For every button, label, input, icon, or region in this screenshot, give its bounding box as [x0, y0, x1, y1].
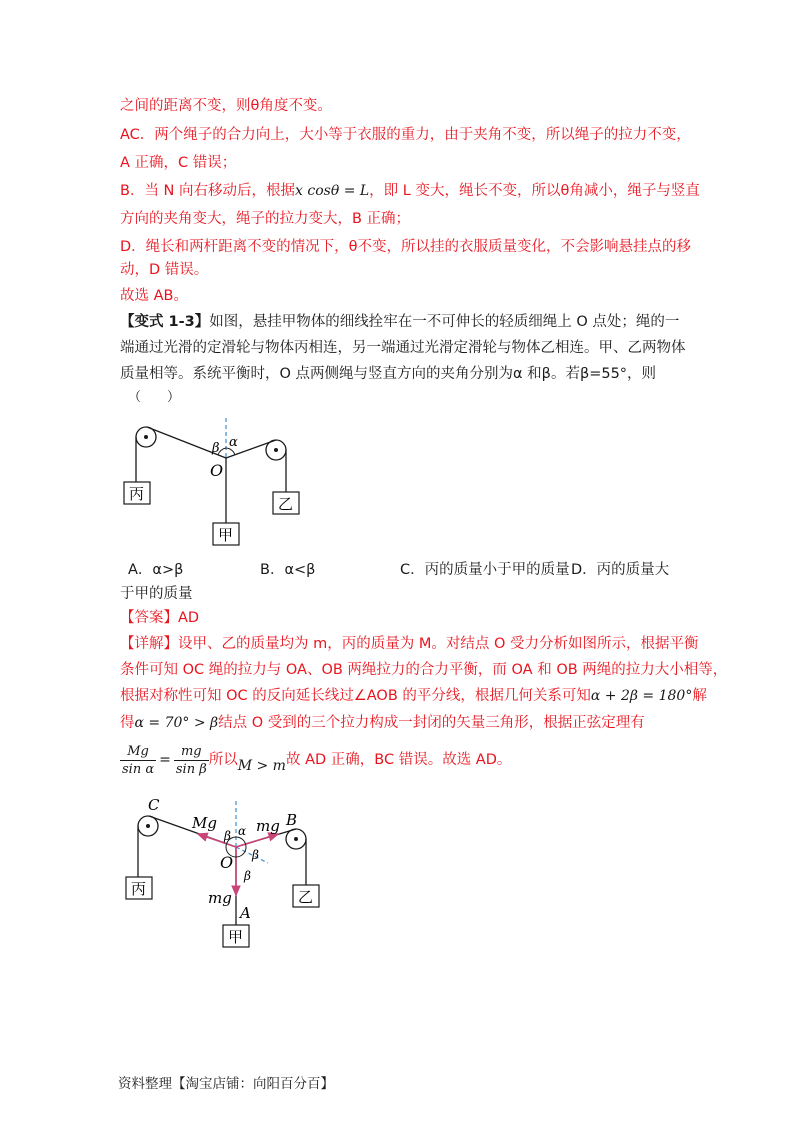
label-jia: 甲	[228, 928, 244, 946]
label-alpha: α	[229, 435, 238, 450]
explain-line-2: 条件可知 OC 绳的拉力与 OA、OB 两绳拉力的合力平衡，而 OA 和 OB 两绳的拉力大小相等，	[120, 662, 728, 678]
option-b: B．α<β	[260, 562, 316, 578]
label-B: B	[286, 811, 298, 829]
label-yi: 乙	[278, 495, 294, 513]
explain-line-3	[120, 686, 707, 706]
label-yi: 乙	[298, 888, 314, 906]
label-jia: 甲	[218, 526, 234, 544]
fraction-Mg-sin-alpha: $\frac{Mg}{\text{sin α}}$	[122, 743, 155, 777]
formula-M-gt-m: M > m	[237, 758, 286, 774]
prev-solution-line-4a: B．当 N 向右移动后，根据	[120, 183, 296, 199]
option-a: A．α>β	[128, 562, 184, 578]
formula-angle-sum: α + 2β = 180°	[590, 688, 693, 704]
footer: 资料整理【淘宝店铺：向阳百分百】	[118, 1076, 334, 1092]
label-bing: 丙	[131, 880, 147, 898]
label-alpha: α	[238, 824, 247, 838]
prev-solution-line-5: 方向的夹角变大，绳子的拉力变大，B 正确；	[120, 211, 411, 227]
prev-solution-line-4b: ，即 L 变大，绳长不变，所以θ角减小，绳子与竖直	[369, 183, 700, 199]
label-beta-1: β	[224, 829, 231, 843]
label-C: C	[148, 796, 160, 814]
label-Mg: Mg	[192, 814, 217, 832]
equals-sign: =	[159, 752, 171, 768]
explain-line-1: 【详解】设甲、乙的质量均为 m，丙的质量为 M。对结点 O 受力分析如图所示，根据平衡	[120, 636, 699, 652]
prev-solution-line-3: A 正确，C 错误；	[120, 155, 237, 171]
figure-force-analysis	[118, 795, 328, 955]
explain-line-3b: 解	[692, 688, 707, 704]
problem-line-1	[120, 312, 679, 332]
label-O: O	[210, 461, 224, 480]
prev-solution-line-6: D．绳长和两杆距离不变的情况下，θ不变，所以挂的衣服质量变化，不会影响悬挂点的移	[120, 239, 692, 255]
problem-line-2: 端通过光滑的定滑轮与物体丙相连，另一端通过光滑定滑轮与物体乙相连。甲、乙两物体	[120, 340, 686, 356]
answer: 【答案】AD	[120, 610, 200, 626]
problem-text-1: 如图，悬挂甲物体的细线拴牢在一不可伸长的轻质细绳上 O 点处；绳的一	[209, 314, 680, 330]
explain-line-4b: 结点 O 受到的三个拉力构成一封闭的矢量三角形，根据正弦定理有	[218, 715, 645, 731]
prev-solution-line-7: 动，D 错误。	[120, 262, 209, 278]
explain-line-3a: 根据对称性可知 OC 的反向延长线过∠AOB 的平分线，根据几何关系可知	[120, 688, 591, 704]
label-mg-right: mg	[256, 817, 280, 835]
label-beta-3: β	[244, 869, 251, 883]
explain-line-5b: 故 AD 正确，BC 错误。故选 AD。	[285, 752, 512, 768]
problem-line-3: 质量相等。系统平衡时，O 点两侧绳与竖直方向的夹角分别为α 和β。若β=55°，则	[120, 366, 657, 382]
formula-xcos: x cosθ = L	[295, 183, 370, 199]
explain-line-4a: 得	[120, 715, 135, 731]
label-beta-2: β	[252, 848, 259, 862]
label-mg-down: mg	[208, 889, 232, 907]
formula-alpha-value: α = 70° > β	[134, 715, 219, 731]
figure-pulley-system	[118, 410, 318, 555]
label-bing: 丙	[129, 485, 145, 503]
label-A: A	[240, 904, 251, 922]
explain-line-5	[120, 742, 511, 778]
prev-solution-line-8: 故选 AB。	[120, 288, 188, 304]
prev-solution-line-4	[120, 181, 700, 201]
fraction-mg-sin-beta: $\frac{mg}{\text{sin β}}$	[175, 743, 207, 777]
problem-tag: 【变式 1-3】	[120, 314, 210, 330]
option-c: C．丙的质量小于甲的质量	[400, 562, 570, 578]
label-O: O	[220, 853, 234, 872]
explain-line-4	[120, 713, 645, 733]
label-beta: β	[212, 441, 220, 456]
option-d-part2: 于甲的质量	[120, 586, 193, 602]
explain-line-5a: 所以	[208, 752, 238, 768]
prev-solution-line-2: AC．两个绳子的合力向上，大小等于衣服的重力，由于夹角不变，所以绳子的拉力不变，	[120, 127, 691, 143]
problem-blank: （ ）	[128, 390, 181, 405]
option-d-part1: D．丙的质量大	[571, 562, 670, 578]
prev-solution-line-1: 之间的距离不变，则θ角度不变。	[120, 98, 332, 114]
